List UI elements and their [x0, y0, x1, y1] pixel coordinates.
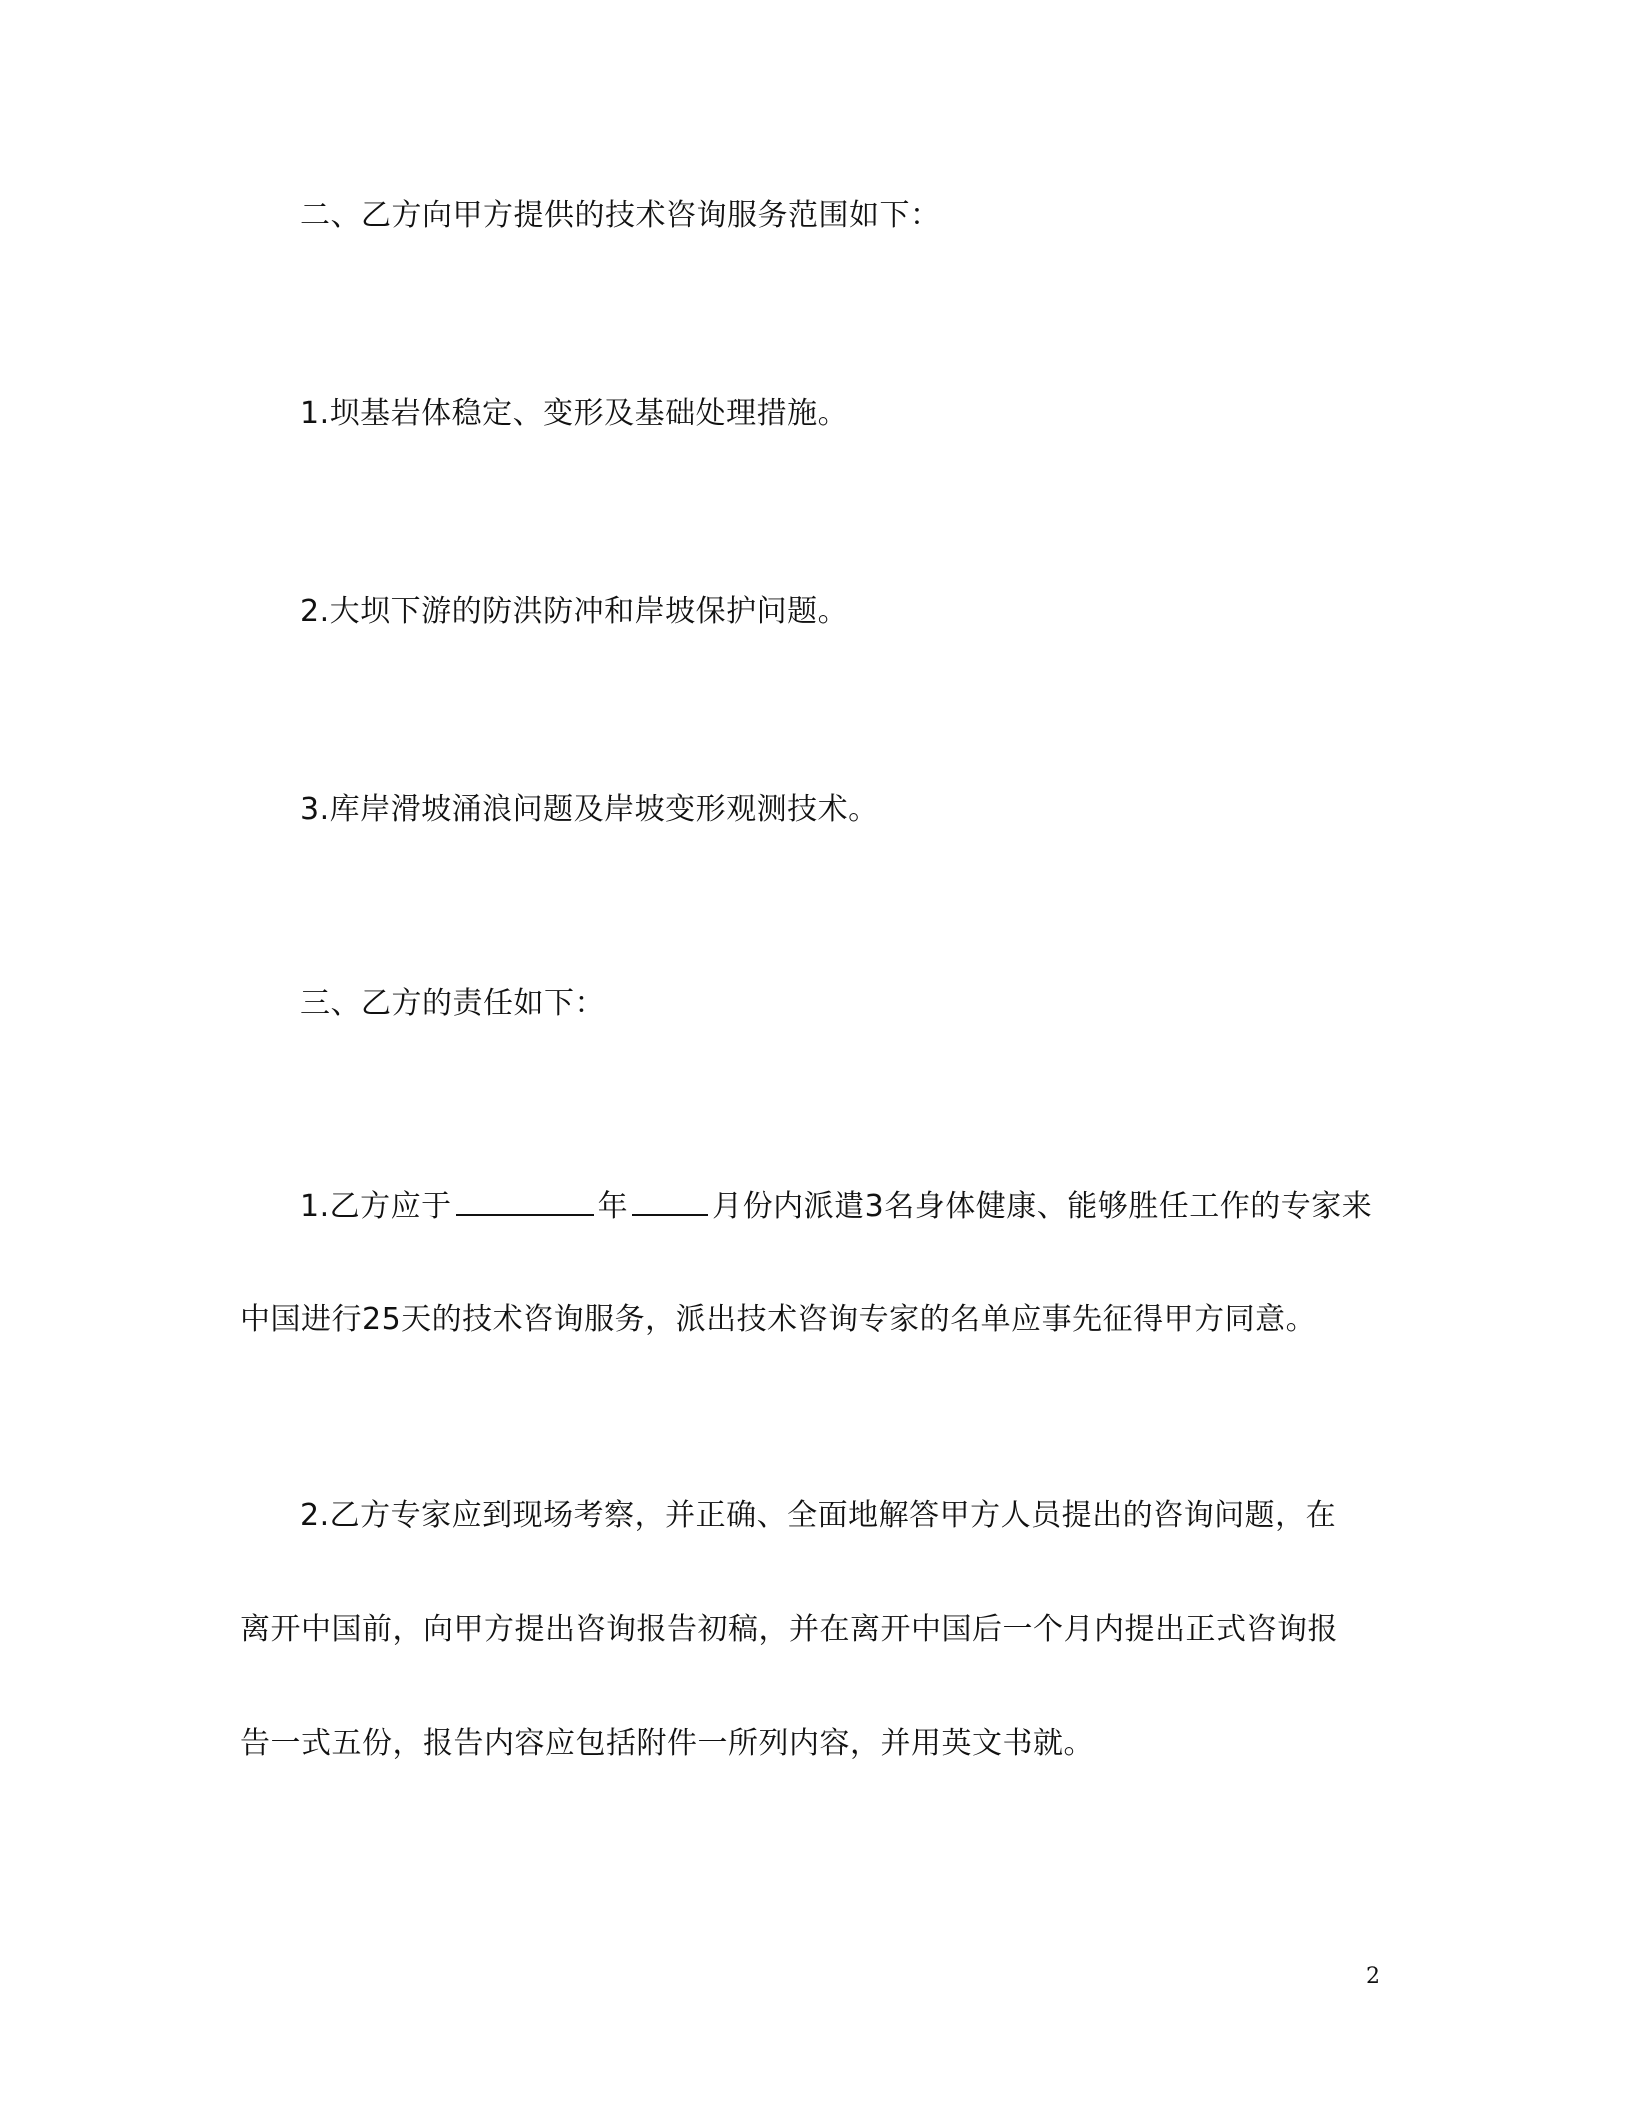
duty-1-rest: 月份内派遣3名身体健康、能够胜任工作的专家来 [712, 1189, 1373, 1224]
month-blank [632, 1186, 708, 1216]
scope-item-3: 3.库岸滑坡涌浪问题及岸坡变形观测技术。 [300, 792, 879, 827]
duty-1-line-2: 中国进行25天的技术咨询服务，派出技术咨询专家的名单应事先征得甲方同意。 [240, 1302, 1317, 1337]
duty-2-line-2: 离开中国前，向甲方提出咨询报告初稿，并在离开中国后一个月内提出正式咨询报 [240, 1612, 1338, 1647]
section-3-heading: 三、乙方的责任如下： [300, 986, 605, 1021]
duty-2-line-3: 告一式五份，报告内容应包括附件一所列内容，并用英文书就。 [240, 1726, 1094, 1761]
duty-1-year-label: 年 [597, 1189, 629, 1224]
section-2-heading: 二、乙方向甲方提供的技术咨询服务范围如下： [300, 198, 941, 233]
page-number: 2 [1366, 1964, 1380, 1989]
duty-1-line-1 [300, 1186, 1372, 1227]
year-blank [456, 1186, 594, 1216]
scope-item-1: 1.坝基岩体稳定、变形及基础处理措施。 [300, 396, 849, 431]
duty-1-prefix: 1.乙方应于 [300, 1189, 452, 1224]
duty-2-line-1: 2.乙方专家应到现场考察，并正确、全面地解答甲方人员提出的咨询问题，在 [300, 1498, 1337, 1533]
scope-item-2: 2.大坝下游的防洪防冲和岸坡保护问题。 [300, 594, 849, 629]
